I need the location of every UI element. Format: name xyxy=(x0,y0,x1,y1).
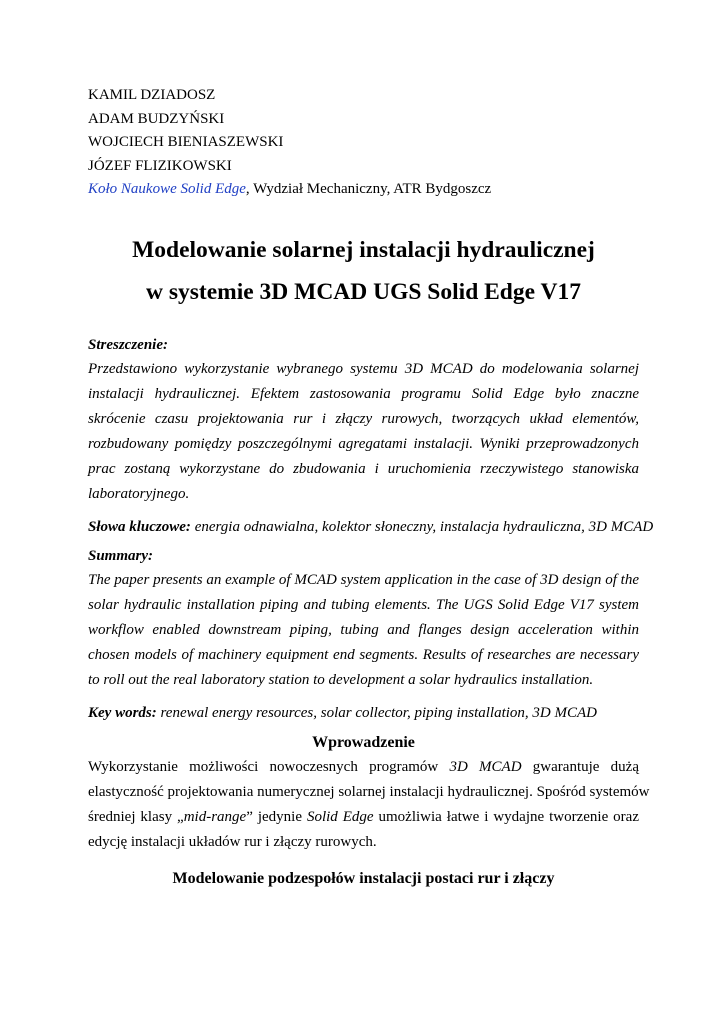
intro-line xyxy=(88,805,639,830)
text-run: ” jedynie xyxy=(246,808,307,825)
affiliation-rest: , Wydział Mechaniczny, ATR Bydgoszcz xyxy=(245,181,492,197)
abstract-pl-label: Streszczenie: xyxy=(88,336,168,353)
intro-heading: Wprowadzenie xyxy=(312,733,415,751)
text-run: gwarantuje dużą xyxy=(521,758,640,775)
abstract-pl-text: Przedstawiono wykorzystanie wybranego systemu 3D MCAD do modelowania solarnej instalacji hydraulicznej. Efektem zastosowania programu Solid Edge było znaczne skrócenie czasu projektowania rur i złączy rurowych, tworzących układ elementów, rozbudowany pomiędzy poszczególnymi agregatami instalacji. Wyniki przeprowadzonych prac zostaną wykorzystane do zbudowania i uruchomienia rzeczywistego stanowiska laboratoryjnego. xyxy=(88,360,639,502)
paper-page xyxy=(88,84,654,891)
author-name: JÓZEF FLIZIKOWSKI xyxy=(88,157,232,174)
paper-title xyxy=(88,229,639,313)
title-line-1: Modelowanie solarnej instalacji hydraulicznej xyxy=(132,236,595,263)
keywords-pl-label: Słowa kluczowe: xyxy=(88,518,191,535)
intro-paragraph xyxy=(88,755,650,855)
affiliation-club: Koło Naukowe Solid Edge xyxy=(88,181,246,197)
author-name: KAMIL DZIADOSZ xyxy=(88,87,216,103)
text-run: umożliwia łatwe i wydajne tworzenie oraz xyxy=(373,808,639,825)
abstract-en-text: The paper presents an example of MCAD system application in the case of 3D design of the solar hydraulic installation piping and tubing elements. The UGS Solid Edge V17 system workflow enabled downstream piping, tubing and flanges design acceleration within chosen models of machinery equipment end segments. Results of researches are necessary to roll out the real laboratory station to development a solar hydraulics installation. xyxy=(88,571,639,688)
title-line-2: w systemie 3D MCAD UGS Solid Edge V17 xyxy=(146,278,581,305)
text-run: Wykorzystanie możliwości nowoczesnych programów xyxy=(88,758,450,775)
abstract-en-label: Summary: xyxy=(88,547,154,564)
keywords-pl xyxy=(88,515,654,539)
intro-line: elastyczność projektowania numerycznej solarnej instalacji hydraulicznej. Spośród systemów xyxy=(88,783,650,800)
text-run: Solid Edge xyxy=(306,808,374,825)
keywords-en-value: renewal energy resources, solar collector, piping installation, 3D MCAD xyxy=(156,704,597,721)
keywords-en-label: Key words: xyxy=(88,704,157,721)
section2-heading: Modelowanie podzespołów instalacji postaci rur i złączy xyxy=(172,869,555,887)
author-name: WOJCIECH BIENIASZEWSKI xyxy=(88,134,284,150)
text-run: mid-range xyxy=(183,808,247,825)
keywords-pl-value: energia odnawialna, kolektor słoneczny, instalacja hydrauliczna, 3D MCAD xyxy=(190,518,654,535)
abstract-pl xyxy=(88,333,639,507)
intro-line xyxy=(88,755,639,780)
affiliation xyxy=(88,178,639,202)
abstract-en xyxy=(88,544,639,693)
author-list xyxy=(88,84,639,178)
text-run: 3D MCAD xyxy=(449,758,522,775)
author-name: ADAM BUDZYŃSKI xyxy=(88,110,225,127)
text-run: średniej klasy „ xyxy=(88,808,184,825)
intro-line: edycję instalacji układów rur i złączy rurowych. xyxy=(88,833,377,850)
keywords-en xyxy=(88,701,639,725)
